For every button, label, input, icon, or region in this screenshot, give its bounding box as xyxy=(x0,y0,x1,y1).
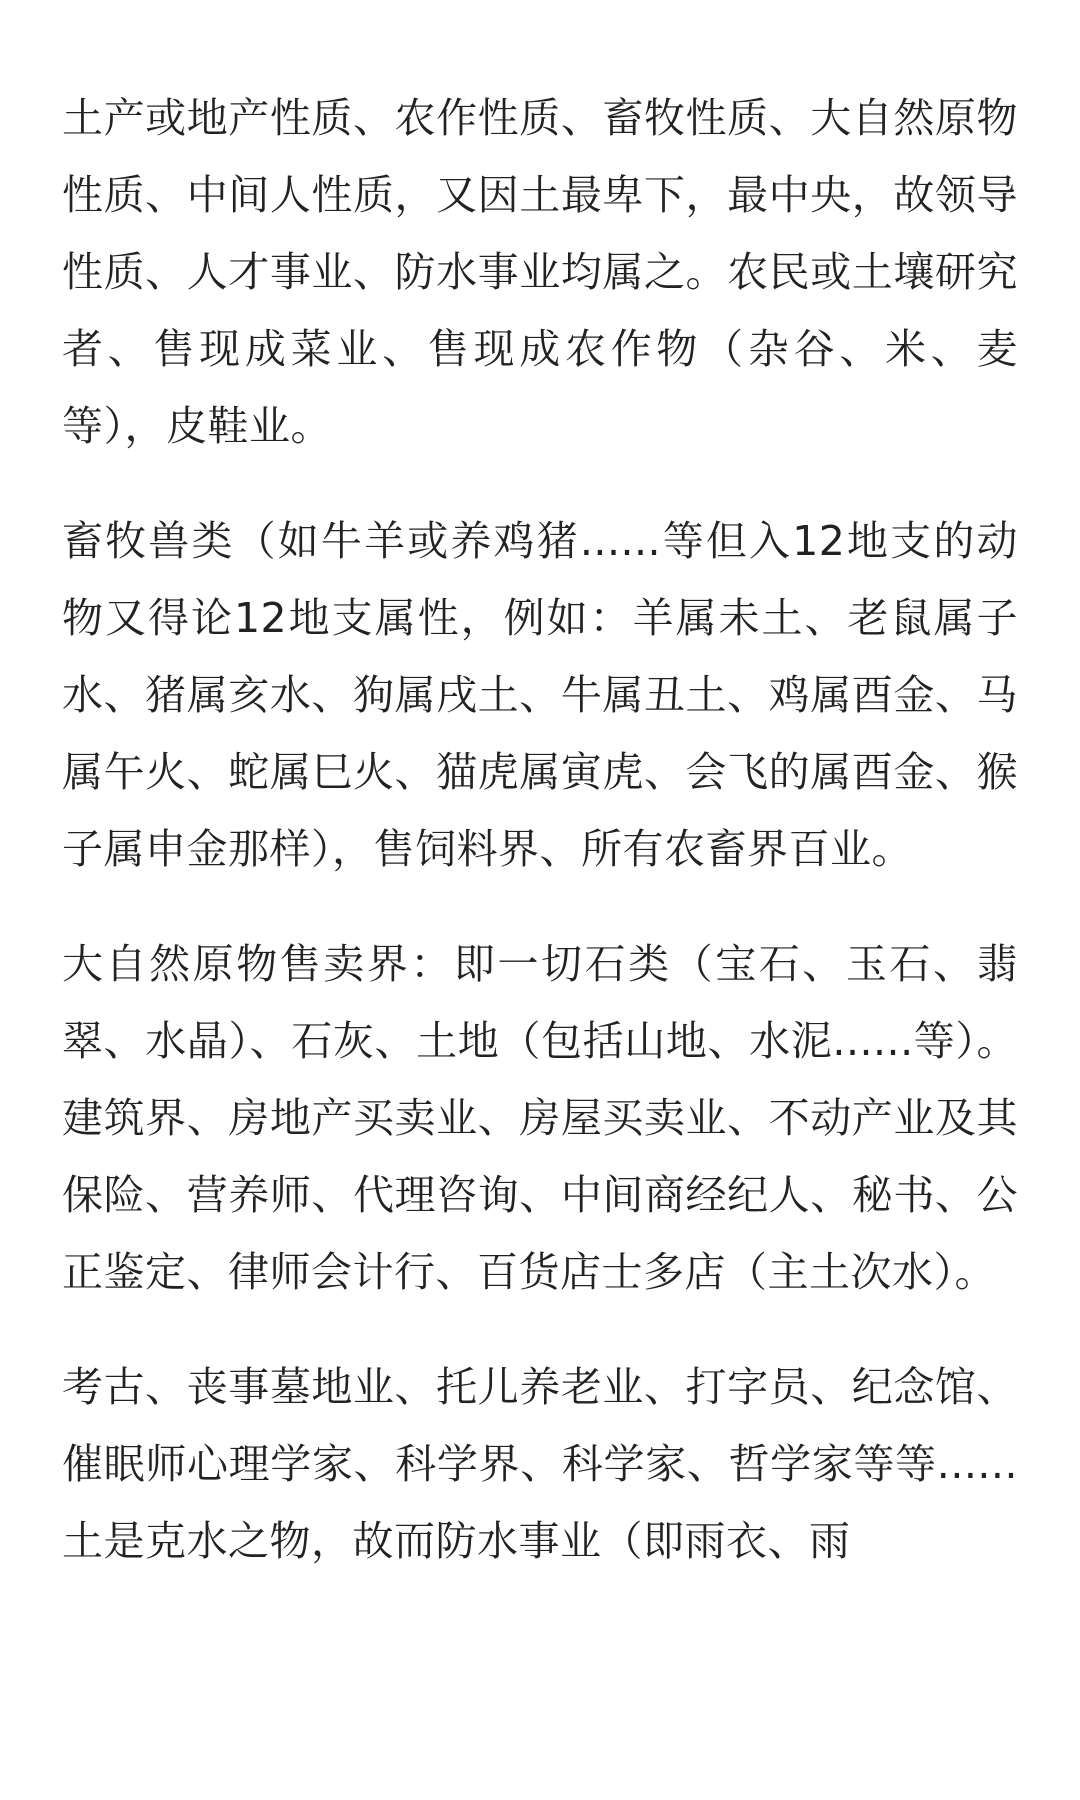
paragraph-natural-materials: 大自然原物售卖界：即一切石类（宝石、玉石、翡翠、水晶）、石灰、土地（包括山地、水泥......等）。建筑界、房地产买卖业、房屋买卖业、不动产业及其保险、营养师、代理咨询、中间商经纪人、秘书、公正鉴定、律师会计行、百货店士多店（主土次水）。 xyxy=(62,940,1018,1296)
paragraph-livestock: 畜牧兽类（如牛羊或养鸡猪......等但入12地支的动物又得论12地支属性，例如：羊属未土、老鼠属子水、猪属亥水、狗属戌土、牛属丑土、鸡属酉金、马属午火、蛇属巳火、猫虎属寅虎、会飞的属酉金、猴子属申金那样），售饲料界、所有农畜界百业。 xyxy=(62,517,1018,873)
paragraph-earth-properties: 土产或地产性质、农作性质、畜牧性质、大自然原物性质、中间人性质，又因土最卑下，最中央，故领导性质、人才事业、防水事业均属之。农民或土壤研究者、售现成菜业、售现成农作物（杂谷、米、麦等），皮鞋业。 xyxy=(62,94,1018,450)
paragraph-other-professions: 考古、丧事墓地业、托儿养老业、打字员、纪念馆、催眠师心理学家、科学界、科学家、哲学家等等......土是克水之物，故而防水事业（即雨衣、雨 xyxy=(62,1363,1018,1565)
